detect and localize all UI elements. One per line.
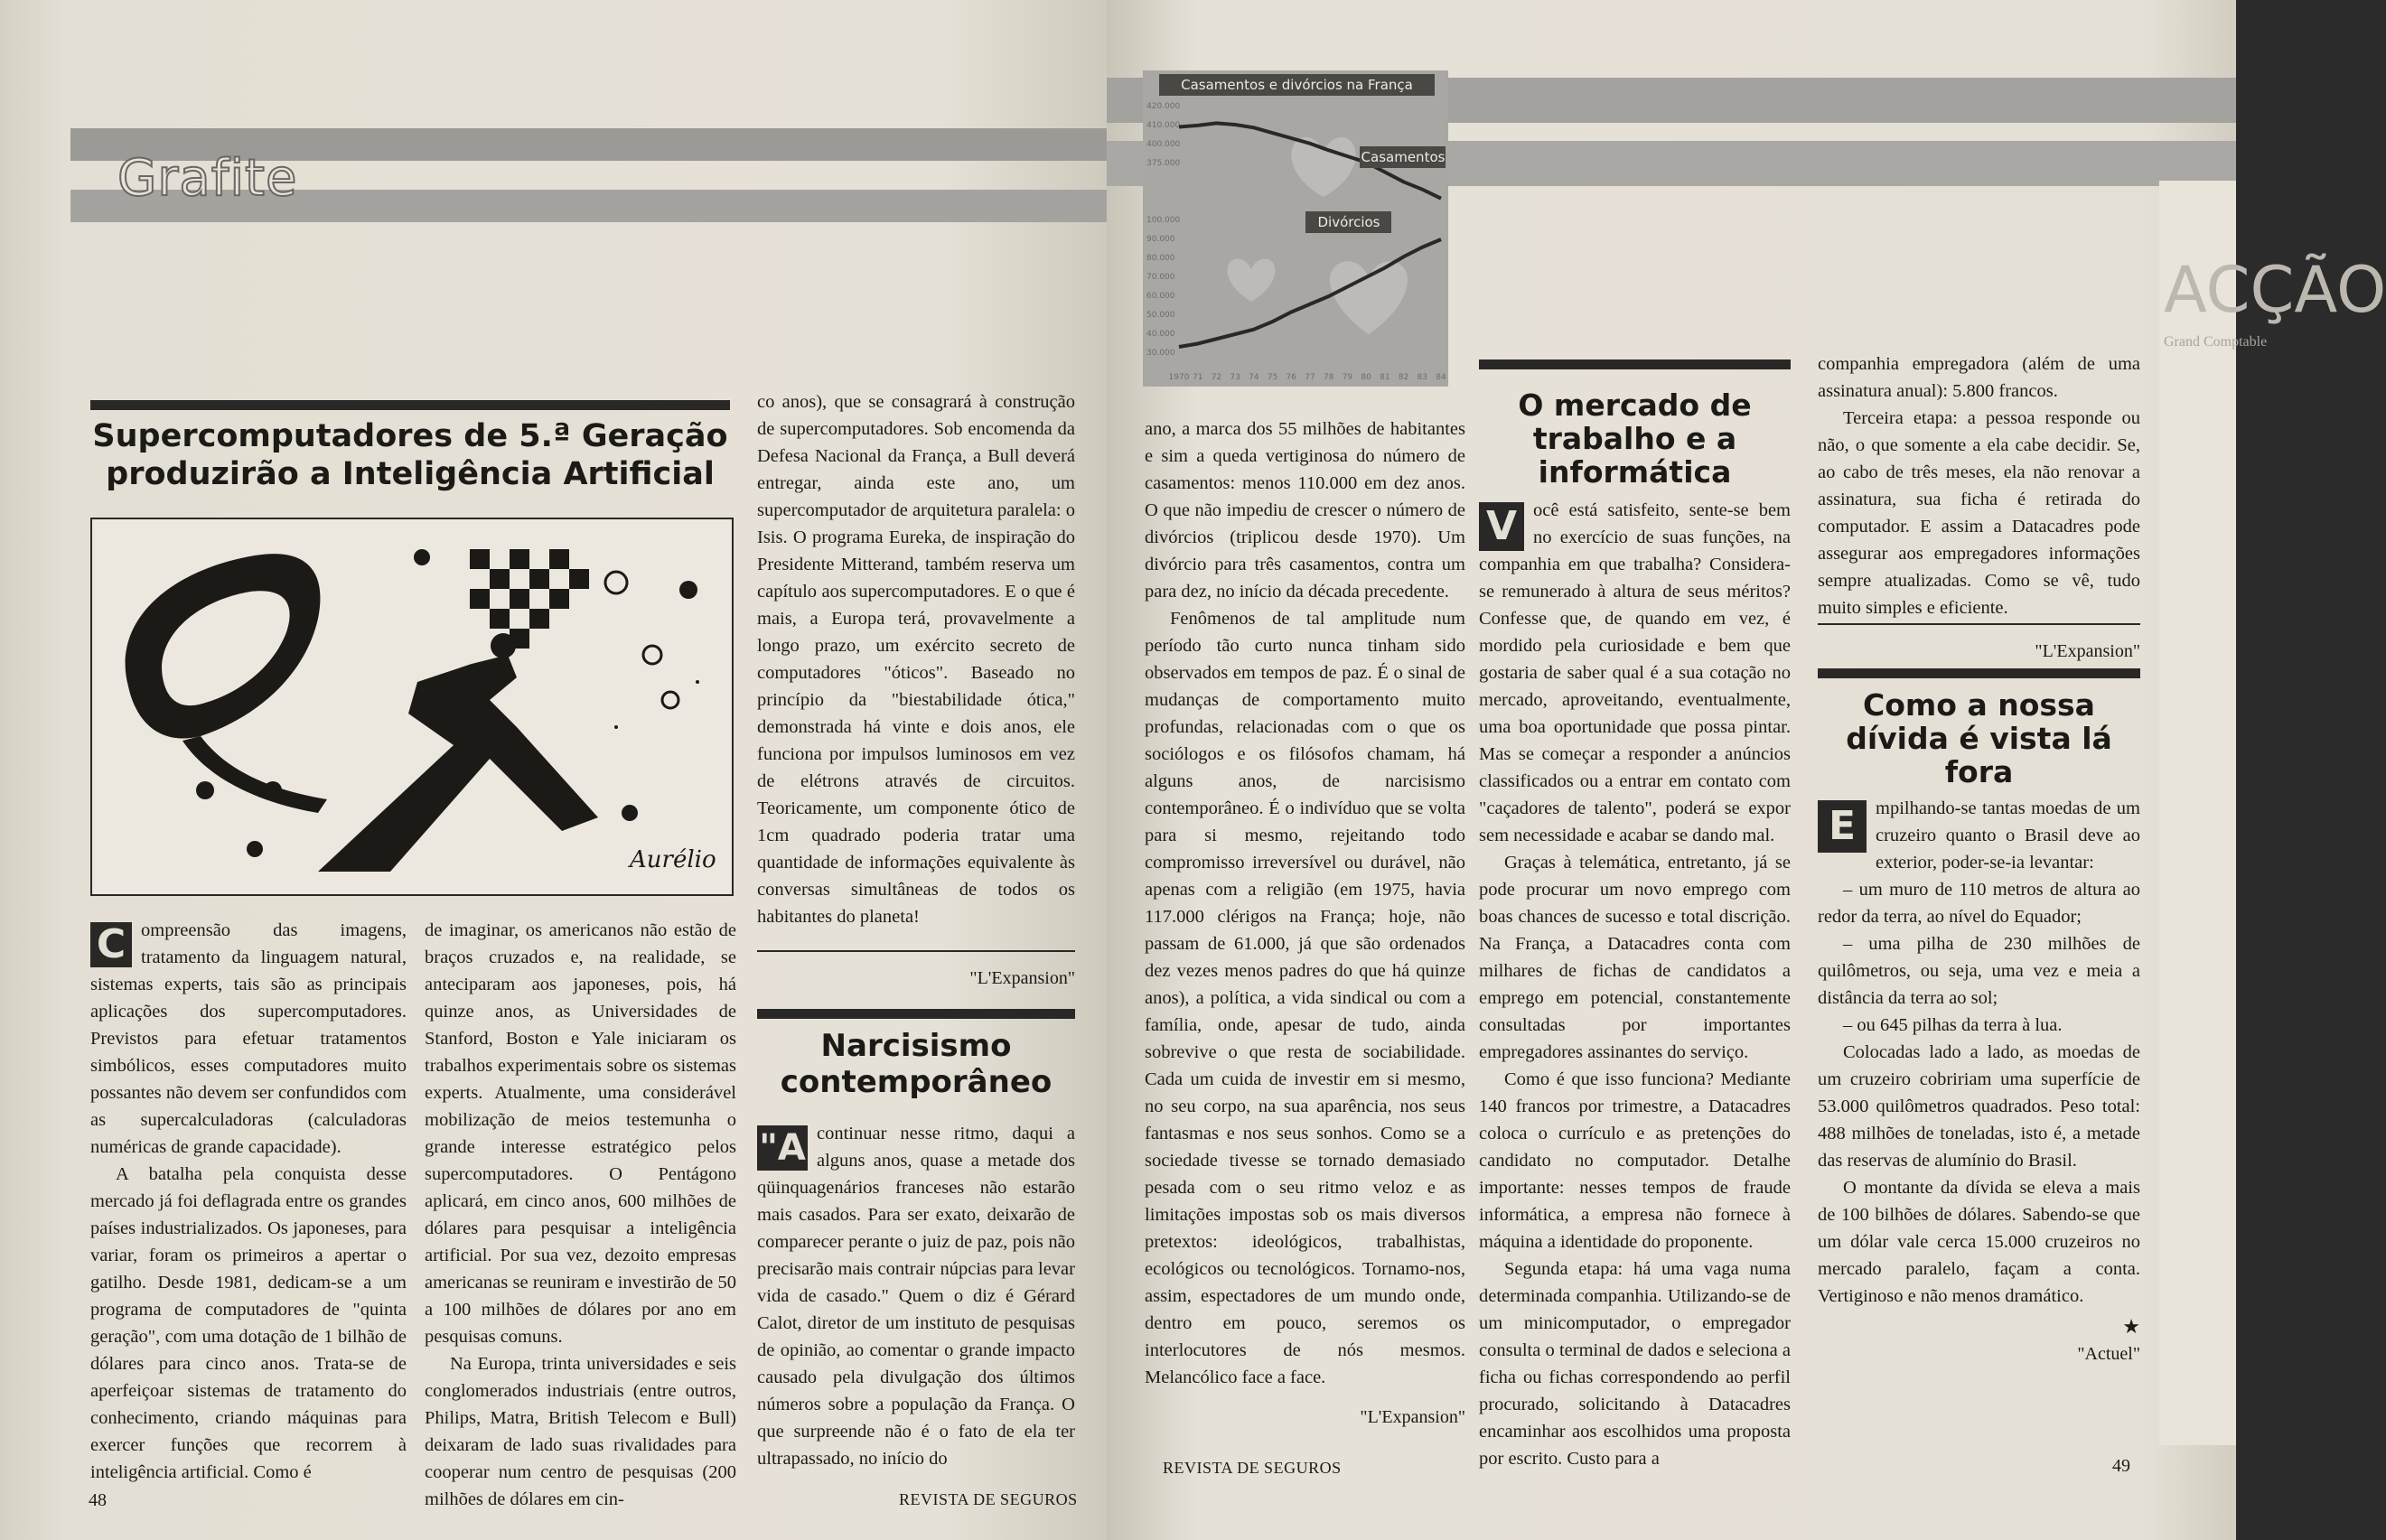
article3-paragraph-1: ocê está satisfeito, sente-se bem no exercício de suas funções, na companhia em que trabalha? Considera-se remunerado à altura de seus méritos? Confesse que, de quando em vez, é mordido pela curiosidade e bem que gostaria de saber qual é a sua cotação no mercado, aproveitando, eventualmente, uma boa oportunidade que possa pintar. Mas se começar a responder a anúncios classificados ou a entrar em contato com "caçadores de talento", poderá se expor sem necessidade e acabar se dando mal. (1479, 500, 1791, 845)
article2-headline: Narcisismo contemporâneo (780, 1028, 1053, 1100)
article2-column-2 (1145, 415, 1465, 1431)
illustration (90, 518, 734, 896)
article2-column-1 (757, 1120, 1075, 1472)
right-page (1107, 0, 2386, 1540)
left-page-number: 48 (89, 1490, 107, 1510)
illustration-drawing (92, 519, 732, 894)
chart-y-tick-label: 60.000 (1146, 292, 1175, 301)
chart-y-ticks (1146, 102, 1180, 358)
article4-dropcap: E (1818, 800, 1867, 853)
checker-pattern (470, 549, 589, 649)
chart-x-tick-label: 80 (1361, 373, 1371, 382)
article1-dropcap: C (90, 922, 132, 967)
chart-x-ticks (1169, 373, 1446, 382)
article3-paragraph-3: Como é que isso funciona? Mediante 140 francos por trimestre, a Datacadres coloca o currículo e as pretenções do candidato no computador. Detalhe importante: nesses tempos de fraude informática, a empresa não fornece à máquina a identidade do proponente. (1479, 1069, 1791, 1252)
chart-x-tick-label: 83 (1417, 373, 1428, 382)
article3-column-1 (1479, 497, 1791, 1472)
chart (1143, 70, 1448, 387)
adjacent-subtitle: Grand Comptable (2164, 334, 2268, 350)
article1-end-rule (757, 950, 1075, 952)
chart-y-tick-label: 40.000 (1146, 330, 1175, 339)
article3-end-rule (1818, 623, 2140, 625)
chart-y-tick-label: 90.000 (1146, 235, 1175, 244)
article4-paragraph-4: – ou 645 pilhas da terra à lua. (1843, 1015, 2063, 1035)
chart-x-tick-label: 74 (1249, 373, 1259, 382)
article3-paragraph-4: Segunda etapa: há uma vaga numa determinada companhia. Utilizando-se de um minicomputador, o empregador consulta o terminal de dados e seleciona a ficha ou fichas correspondendo ao perfil procurado, solicitando à Datacadres encaminhar aos escolhidos uma proposta por escrito. Custo para a (1479, 1259, 1791, 1469)
article4-paragraph-2: – um muro de 110 metros de altura ao redor da terra, ao nível do Equador; (1818, 880, 2140, 927)
chart-y-tick-label: 400.000 (1146, 140, 1181, 149)
article4-paragraph-5: Colocadas lado a lado, as moedas de um cruzeiro cobririam uma superfície de 53.000 quilômetros quadrados. Peso total: 488 milhões de toneladas, isto é, a metade das reservas de alumínio do Brasil. (1818, 1042, 2140, 1171)
chart-x-tick-label: 81 (1380, 373, 1390, 382)
article3-paragraph-2: Graças à telemática, entretanto, já se pode procurar um novo emprego com boas chances de sucesso e total discrição. Na França, a Datacadres conta com milhares de fichas de candidatos a emprego em potencial, constantemente consultadas por importantes empregadores assinantes do serviço. (1479, 853, 1791, 1062)
chart-x-tick-label: 71 (1192, 373, 1203, 382)
chart-y-tick-label: 410.000 (1146, 121, 1181, 130)
chart-x-tick-label: 82 (1398, 373, 1409, 382)
illustration-signature: Aurélio (630, 846, 716, 873)
article4-credit: "Actuel" (2077, 1344, 2140, 1364)
chart-y-tick-label: 100.000 (1146, 216, 1181, 225)
chart-y-tick-label: 80.000 (1146, 254, 1175, 263)
chart-y-tick-label: 70.000 (1146, 273, 1175, 282)
chart-y-tick-label: 50.000 (1146, 311, 1175, 320)
chart-x-tick-label: 75 (1267, 373, 1278, 382)
chart-y-tick-label: 420.000 (1146, 102, 1181, 111)
article2-paragraph-3: Fenômenos de tal amplitude num período tão curto nunca tinham sido observados em tempos de paz. É o sinal de mudanças de comportamento muito profundas, relacionadas com o que os sociólogos e os filósofos chamam, há alguns anos, de narcisismo contemporâneo. É o indivíduo que se volta para si mesmo, rejeitando todo compromisso irreversível ou durável, não apenas com a religião (em 1975, havia 117.000 clérigos na França; hoje, não passam de 61.000, já que são ordenados dez vezes menos padres do que há quinze anos), a política, a vida sindical ou com a família, onde, apesar de tudo, ainda sobrevive o que resta de sociabilidade. Cada um cuida de investir em si mesmo, no seu corpo, na sua aparência, nos seus fantasmas e nos seus sonhos. Como se a sociedade tivesse se tornado demasiado pesada com o seu ritmo veloz e as limitações impostas sob os mais diversos pretextos: ideológicos, trabalhistas, ecológicos ou tecnológicos. Tornamo-nos, assim, espectadores de um mundo onde, dentro em pouco, seremos os interlocutores de nós mesmos. Melancólico face a face. (1145, 609, 1465, 1387)
article1-column-2 (425, 917, 736, 1513)
article2-dropcap: "A (757, 1125, 808, 1171)
chart-x-tick-label: 78 (1323, 373, 1334, 382)
right-page-number: 49 (2112, 1456, 2130, 1476)
article3-paragraph-6: Terceira etapa: a pessoa responde ou não, o que somente a ela cabe decidir. Se, ao cabo de três meses, ela não renovar a assinatura, sua ficha é retirada do computador. E assim a Datacadres pode assegurar aos empregadores informações sempre atualizadas. Como se vê, tudo muito simples e eficiente. (1818, 408, 2140, 618)
article1-paragraph-1: ompreensão das imagens, tratamento da linguagem natural, sistemas experts, tais são as principais aplicações dos supercomputadores. Previstos para efetuar tratamentos simbólicos, esses computadores muito possantes não devem ser confundidos com as supercalculadoras (calculadoras numéricas de grande capacidade). (90, 920, 407, 1157)
article3-headline: O mercado de trabalho e a informática (1518, 387, 1752, 490)
article1-credit: "L'Expansion" (969, 968, 1075, 988)
chart-x-tick-label: 84 (1436, 373, 1446, 382)
right-publication: REVISTA DE SEGUROS (1163, 1459, 1342, 1477)
chart-x-tick-label: 73 (1230, 373, 1240, 382)
chart-plot (1143, 98, 1448, 387)
left-page (0, 0, 1107, 1540)
article3-credit: "L'Expansion" (2035, 641, 2140, 661)
figure-shape (318, 655, 598, 872)
chart-title: Casamentos e divórcios na França (1159, 74, 1435, 96)
chart-x-tick-label: 79 (1342, 373, 1353, 382)
article1-headline: Supercomputadores de 5.ª Geração produzirão a Inteligência Artificial (92, 418, 728, 492)
monitor-stand (182, 736, 327, 813)
article4-column-1 (1818, 795, 2140, 1367)
chart-label-divorcios: Divórcios (1317, 214, 1380, 230)
article1-column-1 (90, 917, 407, 1486)
left-publication: REVISTA DE SEGUROS (899, 1490, 1078, 1508)
section-title: Grafite (117, 149, 298, 208)
headline-rule (90, 400, 730, 410)
article1-paragraph-4: Na Europa, trinta universidades e seis conglomerados industriais (entre outros, Philips, Matra, British Telecom e Bull) deixaram de lado suas rivalidades para cooperar num centro de pesquisas (200 milhões de dólares em cin- (425, 1354, 736, 1509)
chart-x-tick-label: 77 (1305, 373, 1315, 382)
article1-paragraph-2: A batalha pela conquista desse mercado já foi deflagrada entre os grandes países industrializados. Os japoneses, para variar, foram os primeiros a apertar o gatilho. Desde 1981, dedicam-se a um programa de computadores de "quinta geração", com uma dotação de 1 bilhão de dólares para cinco anos. Trata-se de aperfeiçoar sistemas de tratamento do conhecimento, criando máquinas para exercer funções que recorrem à inteligência artificial. Como é (90, 1164, 407, 1482)
adjacent-page-edge (2159, 181, 2386, 1445)
chart-x-tick-label: 72 (1211, 373, 1222, 382)
article3-column-2 (1818, 350, 2140, 621)
chart-x-tick-label: 1970 (1168, 373, 1190, 382)
article1-paragraph-5: co anos), que se consagrará à construção de supercomputadores. Sob encomenda da Defesa Nacional da França, a Bull deverá entregar, ainda este ano, um supercomputador de arquitetura paralela: o Isis. O programa Eureka, de inspiração do Presidente Mitterand, também reserva um capítulo aos supercomputadores. E o que é mais, a Europa terá, provavelmente a longo prazo, um exército secreto de computadores "óticos". Baseado no princípio da "biestabilidade ótica," demonstrada há vinte e dois anos, ele funciona por impulsos luminosos em vez de elétrons através de circuitos. Teoricamente, um componente ótico de 1cm quadrado poderia tratar uma quantidade de informações equivalente às conversas simultâneas de todos os habitantes do planeta! (757, 392, 1075, 927)
chart-x-tick-label: 76 (1286, 373, 1297, 382)
chart-y-tick-label: 375.000 (1146, 159, 1181, 168)
article4-headline-rule (1818, 668, 2140, 678)
article3-paragraph-5: companhia empregadora (além de uma assinatura anual): 5.800 francos. (1818, 354, 2140, 401)
chart-label-casamentos: Casamentos (1361, 149, 1446, 165)
article1-column-3 (757, 388, 1075, 930)
article4-paragraph-1: mpilhando-se tantas moedas de um cruzeiro quanto o Brasil deve ao exterior, poder-se-ia levantar: (1876, 798, 2140, 873)
adjacent-heading: ACÇÃO (2164, 253, 2386, 327)
article3-dropcap: V (1479, 502, 1524, 551)
end-mark-star: ★ (2122, 1315, 2140, 1338)
article2-headline-rule (757, 1009, 1075, 1019)
article1-paragraph-3: de imaginar, os americanos não estão de braços cruzados e, na realidade, se anteciparam aos japoneses, pois, há quinze anos, as Universidades de Stanford, Boston e Yale iniciaram os trabalhos experimentais sobre os sistemas experts. Atualmente, uma considerável mobilização de meios testemunha o grande interesse estratégico pelos supercomputadores. O Pentágono aplicará, em cinco anos, 600 milhões de dólares para pesquisar a inteligência artificial. Por sua vez, dezoito empresas americanas se reuniram e investirão de 50 a 100 milhões de dólares por ano em pesquisas comuns. (425, 920, 736, 1347)
article4-headline: Como a nossa dívida é vista lá fora (1846, 687, 2112, 789)
article3-headline-rule (1479, 359, 1791, 369)
chart-y-tick-label: 30.000 (1146, 349, 1175, 358)
article2-paragraph-2: ano, a marca dos 55 milhões de habitantes e sim a queda vertiginosa do número de casamentos: menos 110.000 em dez anos. O que não impediu de crescer o número de divórcios (triplicou desde 1970). Um divórcio para três casamentos, contra um para dez, no início da década precedente. (1145, 419, 1465, 602)
article4-paragraph-3: – uma pilha de 230 milhões de quilômetros, ou seja, uma vez e meia a distância da terra ao sol; (1818, 934, 2140, 1008)
article2-credit: "L'Expansion" (1360, 1407, 1465, 1427)
article2-paragraph-1: continuar nesse ritmo, daqui a alguns anos, quase a metade dos qüinquagenários franceses não estarão mais casados. Para ser exato, deixarão de comparecer perante o juiz de paz, pois não precisarão mais contrair núpcias para levar vida de casado." Quem o diz é Gérard Calot, diretor de um instituto de pesquisas de opinião, ao comentar o grande impacto causado pela divulgação dos últimos números sobre a população da França. O que surpreende não é o fato de ela ter ultrapassado, no início do (757, 1124, 1075, 1469)
article4-paragraph-6: O montante da dívida se eleva a mais de 100 bilhões de dólares. Sabendo-se que um dólar vale cerca 15.000 cruzeiros no mercado paralelo, façam a conta. Vertiginoso e não menos dramático. (1818, 1178, 2140, 1306)
